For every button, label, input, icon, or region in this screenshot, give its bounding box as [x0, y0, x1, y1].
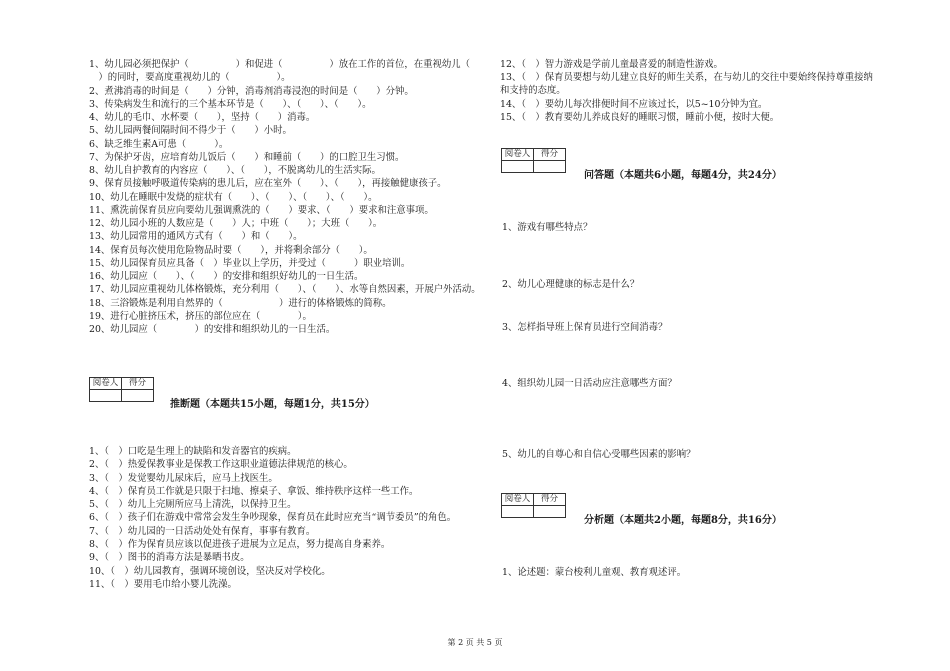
score-box-tf — [89, 377, 154, 402]
true-false-list-continued — [500, 58, 910, 124]
fill-blank-question: 18、三浴锻炼是利用自然界的（ ）进行的体格锻炼的简称。 — [89, 297, 392, 309]
qa-question: 2、幼儿心理健康的标志是什么？ — [502, 279, 640, 290]
reviewer-cell — [502, 506, 534, 518]
true-false-question: 3、（ ）发觉婴幼儿尿床后，应马上找医生。 — [89, 472, 278, 484]
score-box-analysis — [501, 493, 566, 518]
qa-question: 5、幼儿的自尊心和自信心受哪些因素的影响？ — [502, 449, 696, 460]
true-false-question: 9、（ ）图书的消毒方法是暴晒书皮。 — [89, 552, 250, 564]
fill-blank-question: 8、幼儿自护教育的内容应（ ）、（ ），不脱离幼儿的生活实际。 — [89, 165, 381, 176]
fill-blank-question: 14、保育员每次使用危险物品时要（ ），并将剩余部分（ ）。 — [89, 244, 373, 256]
true-false-question: 8、（ ）作为保育员应该以促进孩子进展为立足点，努力提高自身素养。 — [89, 539, 391, 551]
score-cell — [122, 390, 154, 402]
true-false-question: 10、（ ）幼儿园教育，强调环境创设，坚决反对学校化。 — [89, 565, 331, 577]
score-box-qa — [501, 148, 566, 173]
reviewer-cell — [502, 161, 534, 173]
qa-question: 3、怎样指导班上保育员进行空间消毒？ — [502, 322, 668, 333]
true-false-question: 7、（ ）幼儿园的一日活动处处有保育，事事有教育。 — [89, 525, 316, 537]
score-label: 得分 — [534, 149, 566, 161]
reviewer-cell — [90, 390, 122, 402]
fill-blank-list — [89, 58, 489, 336]
section-title-true-false: 推断题（本题共15小题，每题1分，共15分） — [170, 399, 375, 410]
score-label: 得分 — [534, 494, 566, 506]
fill-blank-question: 19、进行心脏挤压术，挤压的部位应在（ ）。 — [89, 310, 312, 322]
fill-blank-question: 12、幼儿园小班的人数应是（ ）人；中班（ ）；大班（ ）。 — [89, 218, 383, 229]
fill-blank-question: 4、幼儿的毛巾、水杯要（ ），坚持（ ）消毒。 — [89, 112, 316, 123]
fill-blank-question: 9、保育员接触呼吸道传染病的患儿后，应在室外（ ）、（ ），再接触健康孩子。 — [89, 178, 447, 190]
reviewer-label: 阅卷人 — [502, 494, 534, 506]
analysis-question: 1、论述题：蒙台梭利儿童观、教育观述评。 — [502, 567, 687, 578]
reviewer-label: 阅卷人 — [502, 149, 534, 161]
true-false-question: 1、（ ）口吃是生理上的缺陷和发音器官的疾病。 — [89, 446, 297, 457]
fill-blank-question: 3、传染病发生和流行的三个基本环节是（ ）、（ ）、（ ）。 — [89, 98, 372, 110]
true-false-question: 2、（ ）热爱保教事业是保教工作这职业道德法律规范的核心。 — [89, 459, 353, 471]
true-false-question: 14、（ ）要幼儿每次排便时间不应该过长，以5~10分钟为宜。 — [500, 98, 768, 110]
fill-blank-question: 13、幼儿园常用的通风方式有（ ）和（ ）。 — [89, 231, 303, 243]
qa-question: 4、组织幼儿园一日活动应注意哪些方面？ — [502, 378, 677, 389]
page-footer: 第 2 页 共 5 页 — [447, 638, 503, 647]
qa-question: 1、游戏有哪些特点？ — [502, 222, 593, 233]
true-false-question: 和支持的态度。 — [500, 85, 566, 97]
true-false-question: 11、（ ）要用毛巾给小婴儿洗澡。 — [89, 578, 237, 590]
section-title-qa: 问答题（本题共6小题，每题4分，共24分） — [584, 170, 782, 181]
section-title-analysis: 分析题（本题共2小题，每题8分，共16分） — [584, 515, 782, 526]
true-false-question: 4、（ ）保育员工作就是只限于扫地、擦桌子、拿饭、维持秩序这样一些工作。 — [89, 485, 419, 497]
fill-blank-question: 10、幼儿在睡眠中发烧的症状有（ ）、（ ）、（ ）、（ ）。 — [89, 191, 378, 203]
true-false-question: 5、（ ）幼儿上完厕所应马上清洗，以保持卫生。 — [89, 499, 297, 511]
fill-blank-question: 5、幼儿园两餐间隔时间不得少于（ ）小时。 — [89, 125, 292, 137]
fill-blank-question: 2、煮沸消毒的时间是（ ）分钟，消毒剂消毒浸泡的时间是（ ）分钟。 — [89, 85, 414, 97]
fill-blank-question: 20、幼儿园应（ ）的安排和组织幼儿的一日生活。 — [89, 324, 336, 335]
fill-blank-question: 15、幼儿园保育员应具备（ ）毕业以上学历，并受过（ ）职业培训。 — [89, 257, 411, 269]
score-label: 得分 — [122, 378, 154, 390]
true-false-question: 12、（ ）智力游戏是学前儿童最喜爱的制造性游戏。 — [500, 59, 723, 70]
fill-blank-question: 16、幼儿园应（ ）、（ ）的安排和组织好幼儿的一日生活。 — [89, 271, 364, 282]
true-false-list — [89, 445, 489, 591]
score-cell — [534, 161, 566, 173]
reviewer-label: 阅卷人 — [90, 378, 122, 390]
true-false-question: 15、（ ）教育要幼儿养成良好的睡眠习惯，睡前小便，按时大便。 — [500, 111, 780, 123]
fill-blank-question: 7、为保护牙齿，应培育幼儿饭后（ ）和睡前（ ）的口腔卫生习惯。 — [89, 151, 405, 163]
score-cell — [534, 506, 566, 518]
fill-blank-question: 6、缺乏维生素A可患（ ）。 — [89, 138, 229, 150]
true-false-question: 6、（ ）孩子们在游戏中常常会发生争吵现象，保育员在此时应充当“调节委员”的角色。 — [89, 512, 457, 524]
fill-blank-question: 11、熏洗前保育员应向要幼儿强调熏洗的（ ）要求、（ ）要求和注意事项。 — [89, 204, 434, 216]
fill-blank-question: ）的同时，要高度重视幼儿的（ ）。 — [89, 72, 291, 84]
true-false-question: 13、（ ）保育员要想与幼儿建立良好的师生关系，在与幼儿的交往中要始终保持尊重接纳 — [500, 72, 873, 84]
fill-blank-question: 1、幼儿园必须把保护（ ）和促进（ ）放在工作的首位，在重视幼儿（ — [89, 59, 470, 70]
fill-blank-question: 17、幼儿园应重视幼儿体格锻炼，充分利用（ ）、（ ）、水等自然因素，开展户外活动。 — [89, 284, 481, 296]
